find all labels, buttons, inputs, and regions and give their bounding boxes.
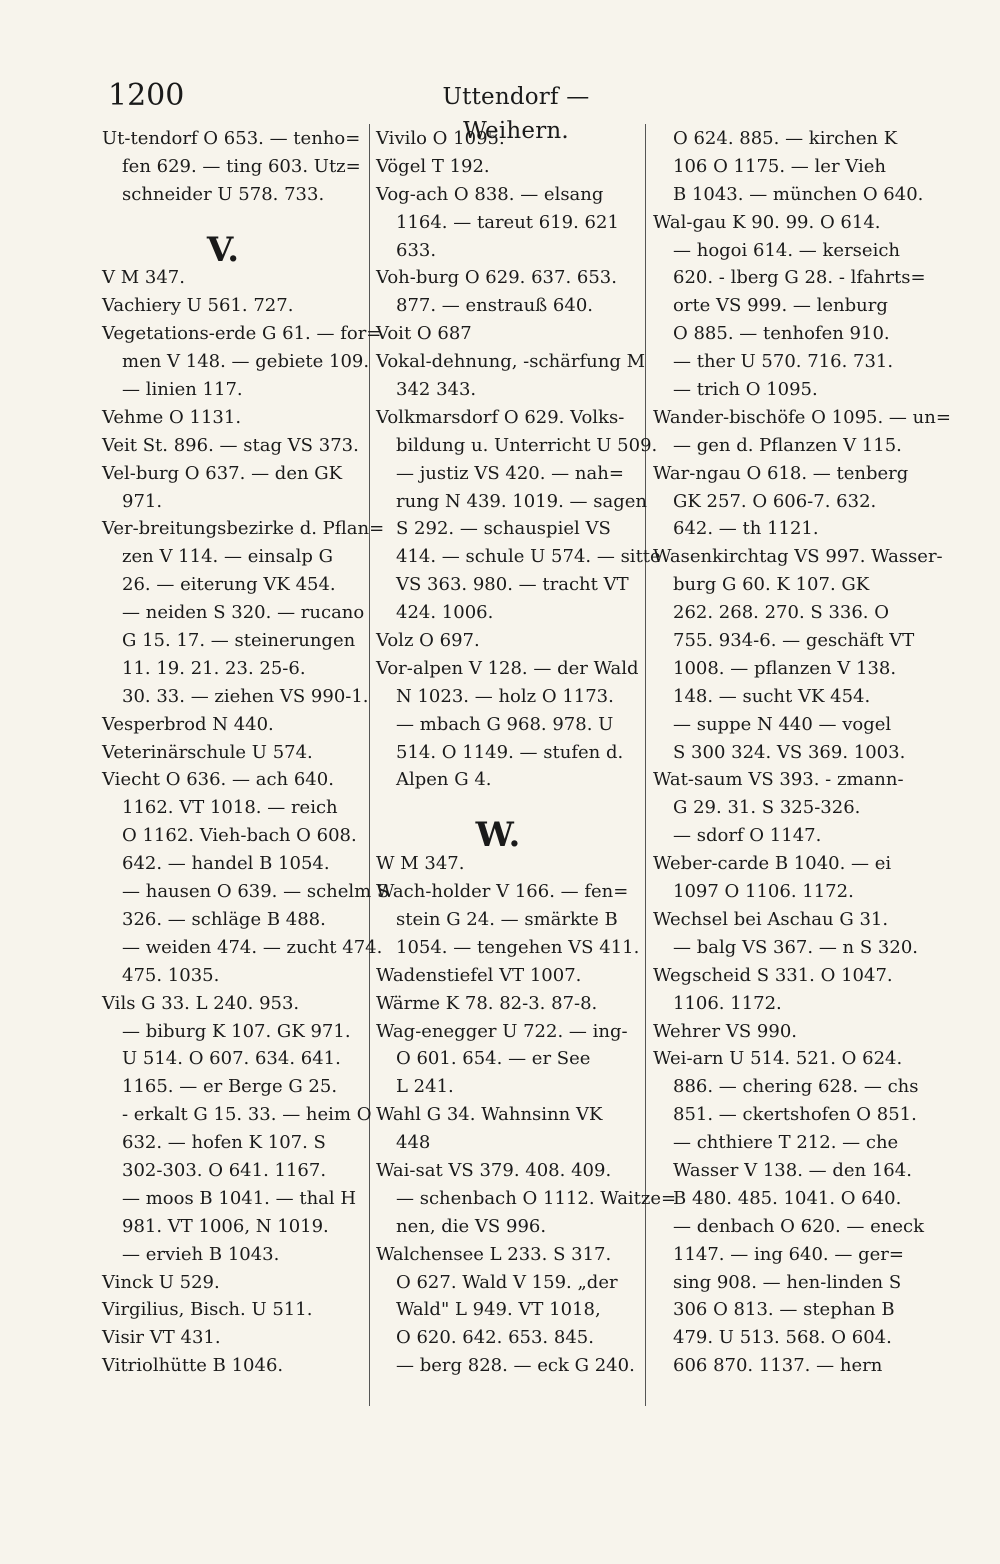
index-line: fen 629. — ting 603. Utz= bbox=[122, 155, 361, 177]
index-line: O 627. Wald V 159. „der bbox=[396, 1271, 618, 1293]
index-line: Wei-arn U 514. 521. O 624. bbox=[653, 1048, 903, 1070]
index-line: schneider U 578. 733. bbox=[122, 183, 325, 205]
index-line: — biburg K 107. GK 971. bbox=[122, 1020, 351, 1042]
index-line: 1162. VT 1018. — reich bbox=[122, 797, 338, 819]
index-line: Wechsel bei Aschau G 31. bbox=[653, 908, 889, 930]
index-line: — hogoi 614. — kerseich bbox=[673, 239, 900, 261]
index-line: G 29. 31. S 325-326. bbox=[673, 797, 861, 819]
index-line: burg G 60. K 107. GK bbox=[673, 574, 870, 596]
index-line: 1008. — pflanzen V 138. bbox=[673, 657, 897, 679]
index-line: — mbach G 968. 978. U bbox=[396, 713, 614, 735]
index-line: Wat-saum VS 393. - zmann- bbox=[653, 769, 904, 791]
index-line: 262. 268. 270. S 336. O bbox=[673, 602, 890, 624]
index-line: 30. 33. — ziehen VS 990-1. bbox=[122, 685, 369, 707]
index-line: Vegetations-erde G 61. — for= bbox=[102, 323, 382, 345]
index-line: men V 148. — gebiete 109. bbox=[122, 351, 370, 373]
index-line: 106 O 1175. — ler Vieh bbox=[673, 155, 886, 177]
index-line: 1165. — er Berge G 25. bbox=[122, 1076, 338, 1098]
index-line: — hausen O 639. — schelm S bbox=[122, 881, 390, 903]
index-line: orte VS 999. — lenburg bbox=[673, 295, 888, 317]
index-line: Wasser V 138. — den 164. bbox=[673, 1159, 912, 1181]
index-line: Wärme K 78. 82-3. 87-8. bbox=[376, 992, 598, 1014]
index-line: 414. — schule U 574. — sitte bbox=[396, 546, 661, 568]
index-line: 632. — hofen K 107. S bbox=[122, 1132, 326, 1154]
index-line: 448 bbox=[396, 1132, 431, 1154]
index-line: Viecht O 636. — ach 640. bbox=[102, 769, 334, 791]
index-line: 514. O 1149. — stufen d. bbox=[396, 741, 624, 763]
index-line: G 15. 17. — steinerungen bbox=[122, 630, 356, 652]
index-line: 1097 O 1106. 1172. bbox=[673, 881, 854, 903]
index-line: Wahl G 34. Wahnsinn VK bbox=[376, 1104, 603, 1126]
index-line: Wal-gau K 90. 99. O 614. bbox=[653, 211, 881, 233]
index-line: Wehrer VS 990. bbox=[653, 1020, 797, 1042]
index-line: Virgilius, Bisch. U 511. bbox=[102, 1299, 313, 1321]
index-line: 606 870. 1137. — hern bbox=[673, 1355, 883, 1377]
index-column-2 bbox=[376, 125, 677, 1380]
index-line: 971. bbox=[122, 490, 163, 512]
index-line: 342 343. bbox=[396, 379, 477, 401]
index-line: O 601. 654. — er See bbox=[396, 1048, 591, 1070]
index-line: Visir VT 431. bbox=[102, 1327, 221, 1349]
index-line: — schenbach O 1112. Waitze= bbox=[396, 1187, 677, 1209]
index-line: Wegscheid S 331. O 1047. bbox=[653, 964, 893, 986]
index-line: Vachiery U 561. 727. bbox=[102, 295, 294, 317]
index-line: Wai-sat VS 379. 408. 409. bbox=[376, 1159, 612, 1181]
index-line: O 1162. Vieh-bach O 608. bbox=[122, 825, 357, 847]
section-letter: V. bbox=[206, 229, 240, 270]
index-line: Wasenkirchtag VS 997. Wasser- bbox=[653, 546, 943, 568]
index-line: 11. 19. 21. 23. 25-6. bbox=[122, 657, 306, 679]
index-line: 302-303. O 641. 1167. bbox=[122, 1159, 327, 1181]
index-line: — gen d. Pflanzen V 115. bbox=[673, 434, 902, 456]
index-line: GK 257. O 606-7. 632. bbox=[673, 490, 877, 512]
index-line: O 885. — tenhofen 910. bbox=[673, 323, 890, 345]
index-line: 886. — chering 628. — chs bbox=[673, 1076, 919, 1098]
index-line: — justiz VS 420. — nah= bbox=[396, 462, 624, 484]
index-line: B 480. 485. 1041. O 640. bbox=[673, 1187, 902, 1209]
index-line: 1147. — ing 640. — ger= bbox=[673, 1243, 904, 1265]
section-letter: W. bbox=[475, 815, 521, 856]
index-line: 1106. 1172. bbox=[673, 992, 782, 1014]
index-line: — balg VS 367. — n S 320. bbox=[673, 936, 918, 958]
index-line: O 620. 642. 653. 845. bbox=[396, 1327, 594, 1349]
index-line: 877. — enstrauß 640. bbox=[396, 295, 593, 317]
index-line: Vivilo O 1095. bbox=[376, 128, 505, 149]
index-line: War-ngau O 618. — tenberg bbox=[653, 462, 909, 484]
index-line: bildung u. Unterricht U 509. bbox=[396, 434, 658, 456]
index-line: 479. U 513. 568. O 604. bbox=[673, 1327, 892, 1349]
index-line: — moos B 1041. — thal H bbox=[122, 1187, 357, 1209]
index-line: Vesperbrod N 440. bbox=[102, 713, 274, 735]
running-head: Uttendorf — Weihern. bbox=[442, 84, 590, 144]
index-line: — sdorf O 1147. bbox=[673, 825, 822, 847]
index-line: — suppe N 440 — vogel bbox=[673, 713, 892, 735]
index-line: N 1023. — holz O 1173. bbox=[396, 685, 614, 707]
index-line: V M 347. bbox=[102, 267, 185, 289]
index-line: 851. — ckertshofen O 851. bbox=[673, 1104, 917, 1126]
index-line: Wag-enegger U 722. — ing- bbox=[376, 1020, 628, 1042]
index-column-3 bbox=[653, 125, 951, 1380]
index-line: Volkmarsdorf O 629. Volks- bbox=[376, 406, 625, 428]
index-line: Voit O 687 bbox=[376, 323, 472, 345]
index-line: 306 O 813. — stephan B bbox=[673, 1299, 895, 1321]
index-line: 755. 934-6. — geschäft VT bbox=[673, 630, 915, 652]
index-line: — neiden S 320. — rucano bbox=[122, 602, 365, 624]
index-line: Ver-breitungsbezirke d. Pflan= bbox=[102, 518, 385, 540]
index-line: Veterinärschule U 574. bbox=[102, 741, 313, 763]
index-line: 620. - lberg G 28. - lfahrts= bbox=[673, 267, 926, 289]
index-line: Vitriolhütte B 1046. bbox=[102, 1355, 284, 1377]
index-line: Vokal-dehnung, -schärfung M bbox=[376, 351, 646, 373]
index-line: stein G 24. — smärkte B bbox=[396, 908, 618, 930]
index-line: 26. — eiterung VK 454. bbox=[122, 574, 336, 596]
index-line: Vog-ach O 838. — elsang bbox=[376, 183, 604, 205]
index-line: Alpen G 4. bbox=[396, 769, 492, 791]
index-line: — ther U 570. 716. 731. bbox=[673, 351, 894, 373]
index-line: U 514. O 607. 634. 641. bbox=[122, 1048, 341, 1070]
index-line: Veit St. 896. — stag VS 373. bbox=[102, 434, 359, 456]
index-column-1 bbox=[102, 125, 390, 1380]
index-line: Vel-burg O 637. — den GK bbox=[102, 462, 343, 484]
page-number: 1200 bbox=[108, 78, 185, 113]
index-line: 981. VT 1006, N 1019. bbox=[122, 1215, 329, 1237]
index-line: 326. — schläge B 488. bbox=[122, 908, 326, 930]
index-line: Ut-tendorf O 653. — tenho= bbox=[102, 128, 361, 149]
index-line: W M 347. bbox=[376, 853, 465, 875]
index-line: B 1043. — münchen O 640. bbox=[673, 183, 924, 205]
index-line: sing 908. — hen-linden S bbox=[673, 1271, 902, 1293]
index-line: Voh-burg O 629. 637. 653. bbox=[376, 267, 617, 289]
index-line: 1164. — tareut 619. 621 bbox=[396, 211, 619, 233]
index-line: Vehme O 1131. bbox=[102, 406, 242, 428]
index-line: — chthiere T 212. — che bbox=[673, 1132, 899, 1154]
index-line: Vinck U 529. bbox=[102, 1271, 220, 1293]
index-line: — denbach O 620. — eneck bbox=[673, 1215, 925, 1237]
index-line: Vils G 33. L 240. 953. bbox=[102, 992, 300, 1014]
index-line: Weber-carde B 1040. — ei bbox=[653, 853, 892, 875]
index-line: Walchensee L 233. S 317. bbox=[376, 1243, 612, 1265]
index-line: 148. — sucht VK 454. bbox=[673, 685, 871, 707]
index-line: — ervieh B 1043. bbox=[122, 1243, 280, 1265]
index-line: Wander-bischöfe O 1095. — un= bbox=[653, 406, 951, 428]
index-line: 642. — handel B 1054. bbox=[122, 853, 330, 875]
index-line: Wach-holder V 166. — fen= bbox=[376, 881, 629, 903]
index-line: 633. bbox=[396, 239, 437, 261]
index-line: — weiden 474. — zucht 474. bbox=[122, 936, 383, 958]
index-line: — trich O 1095. bbox=[673, 379, 818, 401]
index-line: Wald" L 949. VT 1018, bbox=[396, 1299, 601, 1321]
index-line: 475. 1035. bbox=[122, 964, 220, 986]
index-line: - erkalt G 15. 33. — heim O bbox=[122, 1104, 372, 1126]
index-line: Vögel T 192. bbox=[376, 155, 490, 177]
index-line: Volz O 697. bbox=[376, 630, 480, 652]
index-line: — linien 117. bbox=[122, 379, 243, 401]
index-line: VS 363. 980. — tracht VT bbox=[396, 574, 629, 596]
index-line: L 241. bbox=[396, 1076, 454, 1098]
column-rule bbox=[645, 124, 646, 1406]
index-line: 424. 1006. bbox=[396, 602, 494, 624]
index-line: O 624. 885. — kirchen K bbox=[673, 128, 898, 149]
column-rule bbox=[369, 124, 370, 1406]
index-line: Vor-alpen V 128. — der Wald bbox=[376, 657, 639, 679]
index-line: Wadenstiefel VT 1007. bbox=[376, 964, 582, 986]
index-line: rung N 439. 1019. — sagen bbox=[396, 490, 648, 512]
index-line: S 300 324. VS 369. 1003. bbox=[673, 741, 906, 763]
index-line: S 292. — schauspiel VS bbox=[396, 518, 611, 540]
index-line: nen, die VS 996. bbox=[396, 1215, 547, 1237]
index-line: 642. — th 1121. bbox=[673, 518, 819, 540]
index-line: 1054. — tengehen VS 411. bbox=[396, 936, 640, 958]
index-line: zen V 114. — einsalp G bbox=[122, 546, 334, 568]
index-line: — berg 828. — eck G 240. bbox=[396, 1355, 635, 1377]
